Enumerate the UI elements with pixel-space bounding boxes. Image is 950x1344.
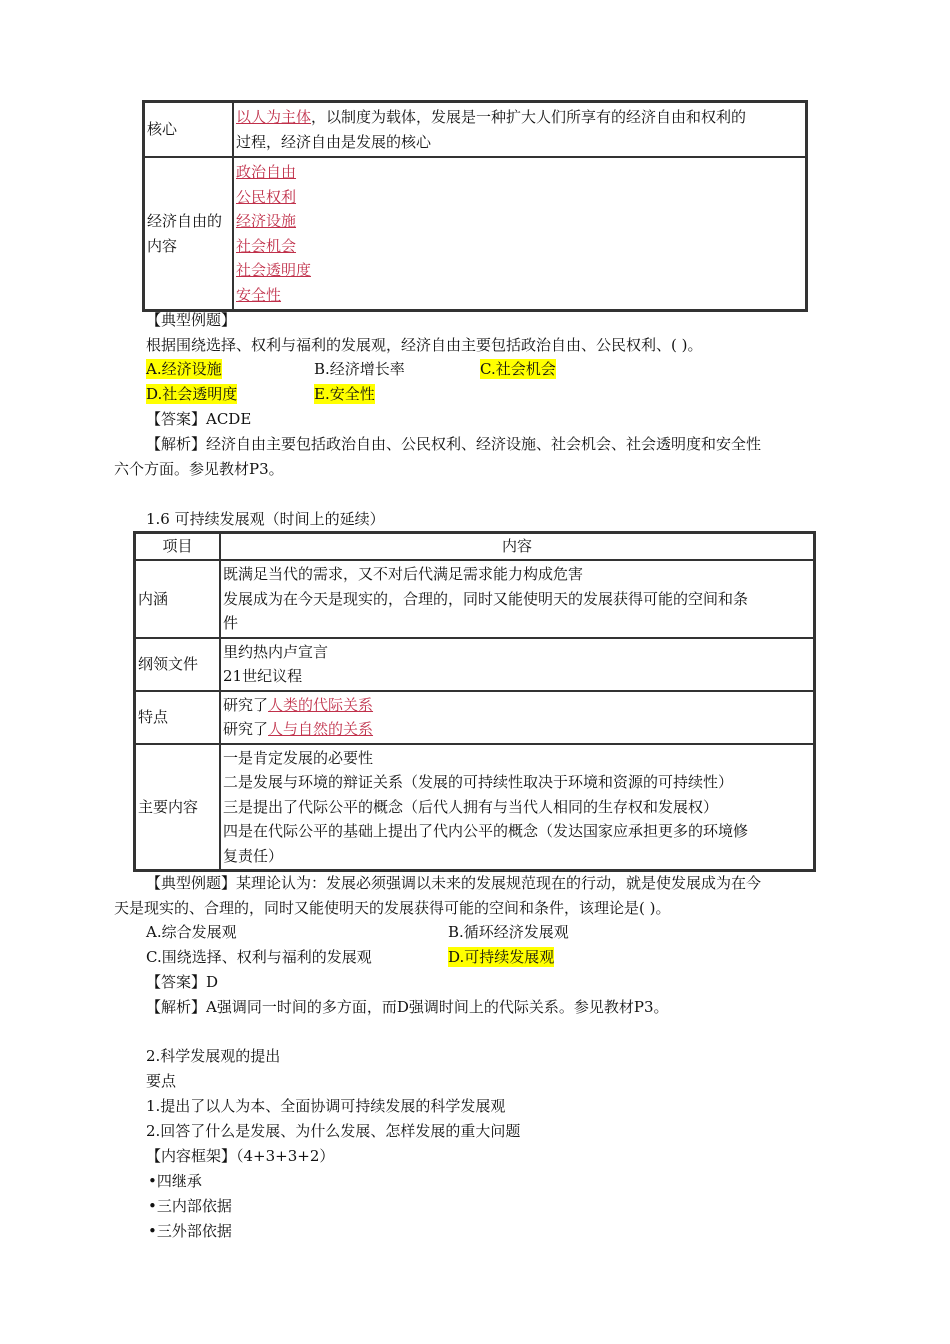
table-row	[135, 744, 814, 871]
economic-freedom-table	[142, 100, 808, 312]
list-item[interactable]: 社会透明度	[236, 261, 312, 279]
section-title: 2.科学发展观的提出	[146, 1047, 281, 1065]
row-label: 主要内容	[135, 744, 220, 871]
list-item[interactable]: 安全性	[236, 285, 282, 304]
analysis-text: 【解析】经济自由主要包括政治自由、公民权利、经济设施、社会机会、社会透明度和安全性	[146, 435, 762, 453]
row-content: 一是肯定发展的必要性 二是发展与环境的辩证关系（发展的可持续性取决于环境和资源的可持续性） 三是提出了代际公平的概念（后代人拥有与当代人相同的生存权和发展权） 四是在代际公平的基础上提出了代内公平的概念（发达国家应承担更多的环境修 复责任）	[220, 744, 814, 871]
keypoints-heading: 要点	[146, 1072, 177, 1090]
example-question: 【典型例题】某理论认为：发展必须强调以未来的发展规范现在的行动，就是使发展成为在今	[146, 874, 762, 892]
red-link-text[interactable]: 以人为主体	[236, 108, 312, 126]
list-item[interactable]: 政治自由	[236, 163, 297, 181]
list-item[interactable]: 社会机会	[236, 236, 297, 255]
table-row	[135, 638, 814, 691]
option-c: C.围绕选择、权利与福利的发展观	[146, 948, 372, 966]
option-a: A.经济设施	[146, 360, 222, 378]
answer-text: 【答案】ACDE	[146, 410, 252, 428]
bullet-item: •三外部依据	[148, 1222, 232, 1240]
core-content: 以人为主体，以制度为载体，发展是一种扩大人们所享有的经济自由和权利的 过程，经济自由是发展的核心	[233, 102, 806, 157]
example-question: 根据围绕选择、权利与福利的发展观，经济自由主要包括政治自由、公民权利、( )。	[146, 336, 703, 354]
red-link-text[interactable]: 人与自然的关系	[268, 720, 374, 738]
example-heading: 【典型例题】	[146, 311, 237, 329]
analysis-text: 【解析】A强调同一时间的多方面，而D强调时间上的代际关系。参见教材P3。	[146, 998, 669, 1016]
table-header-row	[135, 533, 814, 560]
option-a: A.综合发展观	[146, 923, 237, 941]
row-content: 既满足当代的需求，又不对后代满足需求能力构成危害 发展成为在今天是现实的，合理的，同时又能使明天的发展获得可能的空间和条 件	[220, 560, 814, 638]
option-d: D.可持续发展观	[448, 948, 555, 966]
row-label-core: 核心	[144, 102, 233, 157]
bullet-item: •四继承	[148, 1172, 202, 1190]
option-e: E.安全性	[314, 385, 375, 403]
list-item[interactable]: 公民权利	[236, 187, 297, 206]
option-b: B.经济增长率	[314, 360, 405, 378]
row-content: 里约热内卢宣言 21世纪议程	[220, 638, 814, 691]
option-b: B.循环经济发展观	[448, 923, 569, 941]
keypoint-2: 2.回答了什么是发展、为什么发展、怎样发展的重大问题	[146, 1122, 521, 1140]
answer-text: 【答案】D	[146, 973, 219, 991]
table-row	[135, 691, 814, 744]
column-header: 内容	[220, 533, 814, 560]
row-label: 纲领文件	[135, 638, 220, 691]
option-c: C.社会机会	[480, 360, 556, 378]
row-label: 内涵	[135, 560, 220, 638]
bullet-item: •三内部依据	[148, 1197, 232, 1215]
example-question-cont: 天是现实的、合理的，同时又能使明天的发展获得可能的空间和条件，该理论是( )。	[114, 899, 671, 917]
red-link-text[interactable]: 人类的代际关系	[268, 695, 374, 714]
column-header: 项目	[135, 533, 220, 560]
table-row	[144, 157, 806, 310]
analysis-text-cont: 六个方面。参见教材P3。	[114, 460, 284, 478]
table-row	[135, 560, 814, 638]
keypoint-1: 1.提出了以人为本、全面协调可持续发展的科学发展观	[146, 1097, 506, 1115]
section-title: 1.6 可持续发展观（时间上的延续）	[146, 510, 385, 528]
option-d: D.社会透明度	[146, 385, 238, 403]
row-content: 研究了人类的代际关系 研究了人与自然的关系	[220, 691, 814, 744]
sustainable-development-table	[133, 531, 816, 872]
row-label: 特点	[135, 691, 220, 744]
freedom-items	[233, 157, 806, 310]
list-item[interactable]: 经济设施	[236, 212, 297, 230]
table-row	[144, 102, 806, 157]
row-label-contents: 经济自由的 内容	[144, 157, 233, 310]
framework-heading: 【内容框架】（4+3+3+2）	[146, 1147, 335, 1165]
